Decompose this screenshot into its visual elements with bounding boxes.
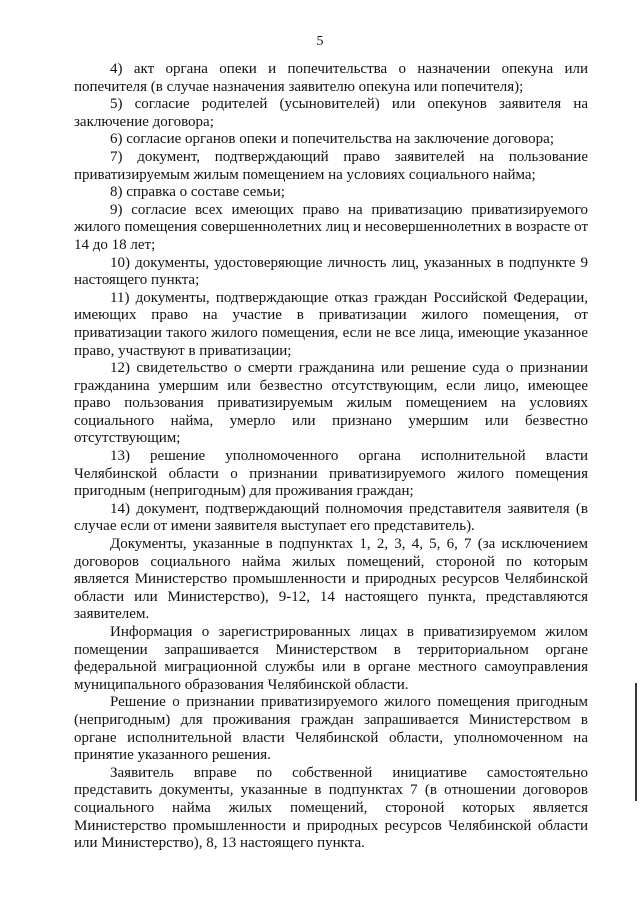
paragraph-item-6: 6) согласие органов опеки и попечительства на заключение договора; (110, 131, 554, 148)
page-number: 5 (316, 34, 324, 49)
paragraph-item-5: 5) согласие родителей (усыновителей) или опекунов заявителя на заключение договора; (74, 96, 588, 130)
paragraph-registered-persons-info: Информация о зарегистрированных лицах в приватизируемом жилом помещении запрашивается Министерством в территориальном органе федеральной миграционной службы или в органе местного самоуправления муниципального образования Челябинской области. (74, 624, 588, 693)
paragraph-item-9: 9) согласие всех имеющих право на приватизацию приватизируемого жилого помещения совершеннолетних лиц и несовершеннолетних в возрасте от 14 до 18 лет; (74, 201, 588, 253)
scan-edge-mark (635, 683, 637, 801)
paragraph-applicant-initiative: Заявитель вправе по собственной инициативе самостоятельно представить документы, указанные в подпунктах 7 (в отношении договоров социального найма жилых помещений, стороной которых является Министерство промышленности и природных ресурсов Челябинской области или Министерство), 8, 13 настоящего пункта. (74, 764, 588, 852)
paragraph-documents-by-applicant: Документы, указанные в подпунктах 1, 2, 3, 4, 5, 6, 7 (за исключением договоров социального найма жилых помещений, стороной по которым является Министерство промышленности и природных ресурсов Челябинской области или Министерство), 9-12, 14 настоящего пункта, представляются заявителем. (74, 536, 588, 623)
paragraph-item-14: 14) документ, подтверждающий полномочия представителя заявителя (в случае если от имени заявителя выступает его представитель). (74, 500, 588, 535)
document-body (74, 61, 588, 853)
paragraph-item-10: 10) документы, удостоверяющие личность лиц, указанных в подпункте 9 настоящего пункта; (74, 254, 588, 289)
paragraph-item-7: 7) документ, подтверждающий право заявителей на пользование приватизируемым жилым помещением на условиях социального найма; (74, 148, 588, 183)
paragraph-suitability-decision: Решение о признании приватизируемого жилого помещения пригодным (непригодным) для проживания граждан запрашивается Министерством в органе исполнительной власти Челябинской области, уполномоченном на принятие указанного решения. (74, 694, 588, 764)
paragraph-item-4: 4) акт органа опеки и попечительства о назначении опекуна или попечителя (в случае назначения заявителю опекуна или попечителя); (74, 61, 588, 95)
paragraph-item-8: 8) справка о составе семьи; (110, 184, 285, 201)
paragraph-item-13: 13) решение уполномоченного органа исполнительной власти Челябинской области о признании приватизируемого жилого помещения пригодным (непригодным) для проживания граждан; (74, 448, 588, 500)
paragraph-item-11: 11) документы, подтверждающие отказ граждан Российской Федерации, имеющих право на участие в приватизации жилого помещения, от приватизации такого жилого помещения, если не все лица, имеющие указанное право, участвуют в приватизации; (74, 289, 588, 359)
paragraph-item-12: 12) свидетельство о смерти гражданина или решение суда о признании гражданина умершим или безвестно отсутствующим, если лицо, имеющее право пользования приватизируемым жилым помещением на условиях социального найма, умерло или признано умершим или безвестно отсутствующим; (74, 360, 588, 447)
